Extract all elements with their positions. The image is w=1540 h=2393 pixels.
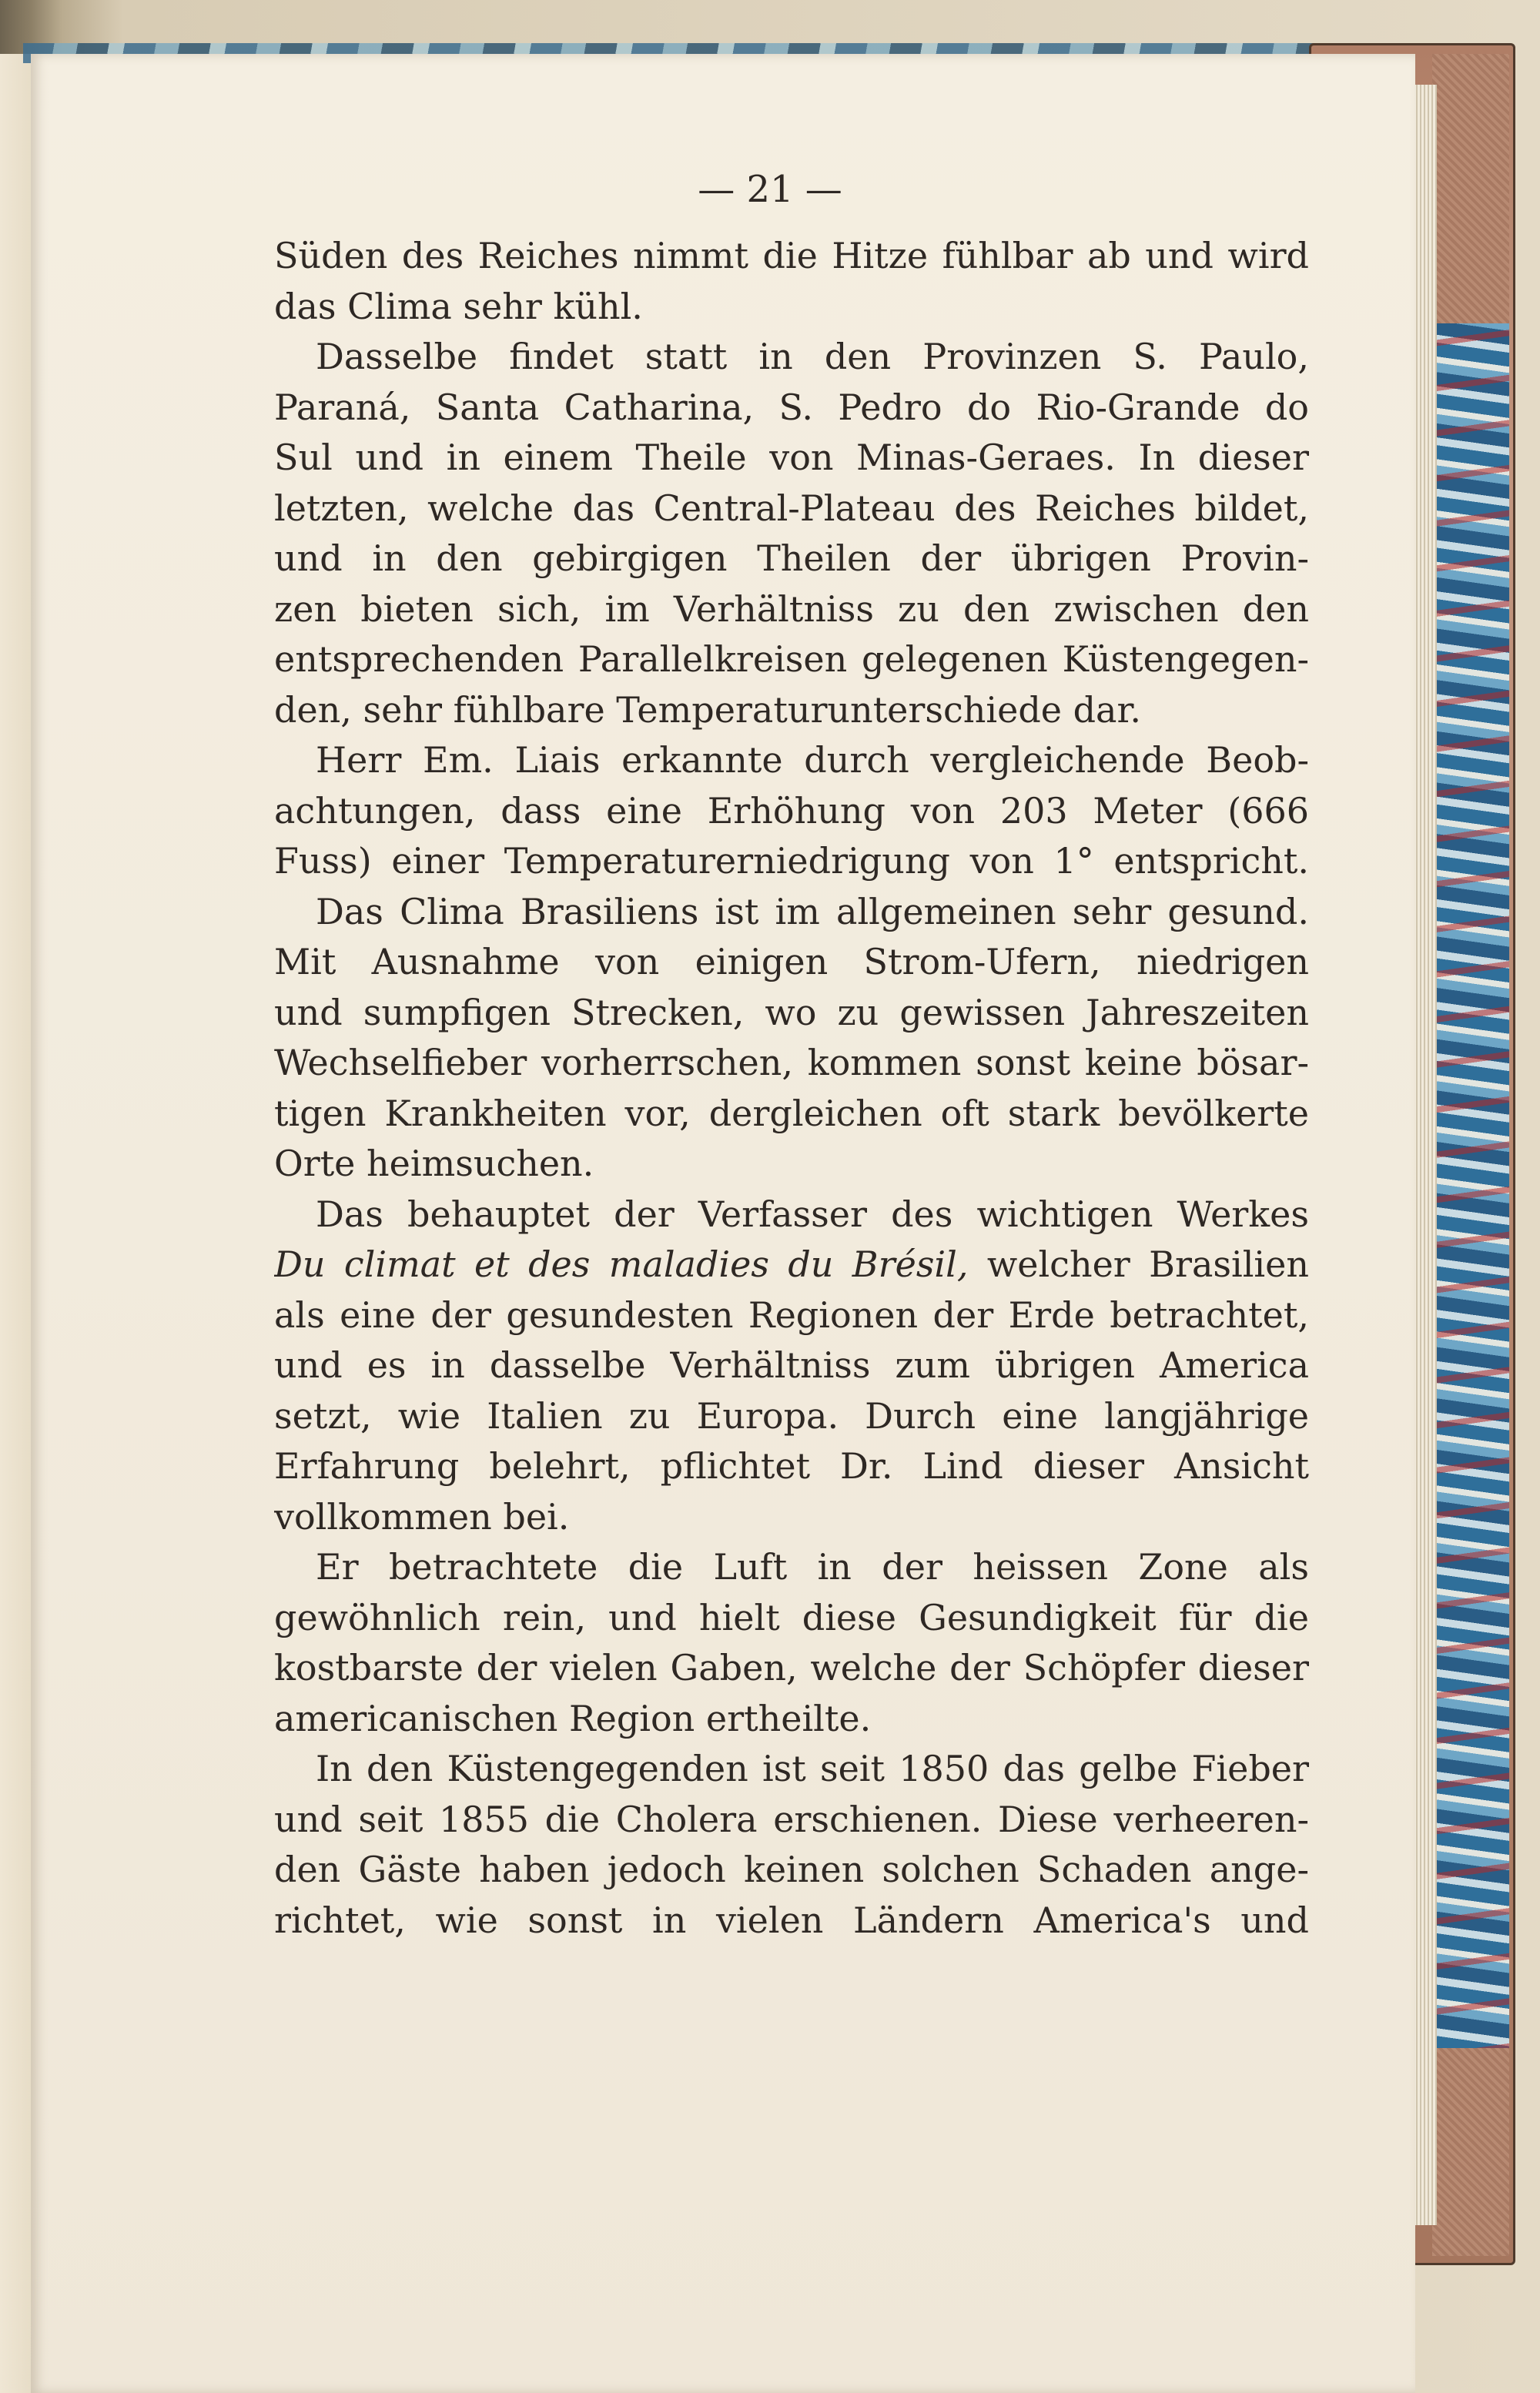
- line-text: und sumpfigen Strecken, wo zu gewissen Jahreszeiten: [274, 991, 1309, 1033]
- line-text: In den Küstengegenden ist seit 1850 das gelbe Fieber: [316, 1748, 1309, 1789]
- line-text: americanischen Region ertheilte.: [274, 1697, 872, 1739]
- line-text: Mit Ausnahme von einigen Strom-Ufern, niedrigen: [274, 941, 1309, 982]
- text-line: [274, 1290, 1309, 1341]
- line-text: gewöhnlich rein, und hielt diese Gesundigkeit für die: [274, 1596, 1309, 1638]
- text-line: [274, 1089, 1309, 1140]
- line-text: Orte heimsuchen.: [274, 1143, 594, 1184]
- line-text: richtet, wie sonst in vielen Ländern America's und: [274, 1899, 1309, 1941]
- text-line: [274, 1492, 1309, 1543]
- text-line: [274, 383, 1309, 433]
- line-text: das Clima sehr kühl.: [274, 285, 643, 327]
- text-line: [274, 584, 1309, 635]
- line-text: kostbarste der vielen Gaben, welche der Schöpfer dieser: [274, 1647, 1309, 1688]
- line-text: Herr Em. Liais erkannte durch vergleichende Beob-: [316, 739, 1309, 781]
- text-line: [274, 685, 1309, 736]
- line-text: zen bieten sich, im Verhältniss zu den zwischen den: [274, 587, 1309, 630]
- text-line: [274, 332, 1309, 383]
- line-text: Süden des Reiches nimmt die Hitze fühlbar ab und wird: [274, 235, 1309, 276]
- line-text: Er betrachtete die Luft in der heissen Zone als: [316, 1546, 1309, 1588]
- line-text: Dasselbe findet statt in den Provinzen S. Paulo,: [316, 336, 1309, 377]
- text-line: [274, 1441, 1309, 1492]
- text-line: [274, 1240, 1309, 1290]
- line-text: Erfahrung belehrt, pflichtet Dr. Lind dieser Ansicht: [274, 1445, 1309, 1487]
- line-text: und seit 1855 die Cholera erschienen. Diese verheeren-: [274, 1798, 1309, 1840]
- line-text: als eine der gesundesten Regionen der Erde betrachtet,: [274, 1294, 1309, 1336]
- marbled-fore-edge: [1432, 323, 1509, 2079]
- line-text: setzt, wie Italien zu Europa. Durch eine langjährige: [274, 1394, 1309, 1437]
- line-text: welcher Brasilien: [968, 1243, 1309, 1285]
- line-text: und es in dasselbe Verhältniss zum übrigen America: [274, 1344, 1309, 1386]
- text-line: [274, 534, 1309, 584]
- text-line: [274, 1896, 1309, 1946]
- text-line: [274, 1190, 1309, 1240]
- text-line: [274, 1139, 1309, 1190]
- text-line: [274, 1643, 1309, 1694]
- line-text: den, sehr fühlbare Temperaturunterschiede dar.: [274, 688, 1142, 731]
- text-line: [274, 282, 1309, 333]
- text-line: [274, 1038, 1309, 1089]
- line-text: tigen Krankheiten vor, dergleichen oft stark bevölkerte: [274, 1092, 1309, 1134]
- text-line: [274, 1744, 1309, 1795]
- text-line: [274, 786, 1309, 837]
- text-line: [274, 1593, 1309, 1644]
- line-text: achtungen, dass eine Erhöhung von 203 Meter (666: [274, 789, 1309, 832]
- italic-title: Du climat et des maladies du Brésil,: [274, 1243, 969, 1285]
- line-text: vollkommen bei.: [274, 1495, 570, 1538]
- body-text: [274, 231, 1309, 1946]
- line-text: Paraná, Santa Catharina, S. Pedro do Rio-Grande do: [274, 386, 1309, 428]
- text-line: [274, 634, 1309, 685]
- line-text: und in den gebirgigen Theilen der übrigen Provin-: [274, 537, 1309, 579]
- text-line: [274, 988, 1309, 1039]
- text-line: [274, 937, 1309, 988]
- line-text: entsprechenden Parallelkreisen gelegenen Küstengegen-: [274, 638, 1309, 680]
- page-number: — 21 —: [698, 168, 842, 211]
- text-line: [274, 1845, 1309, 1896]
- cover-cloth-bottom: [1432, 2048, 1509, 2256]
- line-text: Wechselfieber vorherrschen, kommen sonst keine bösar-: [274, 1042, 1309, 1083]
- text-line: [274, 1542, 1309, 1593]
- text-line: [274, 887, 1309, 938]
- text-line: [274, 1694, 1309, 1745]
- text-line: [274, 484, 1309, 534]
- line-text: Das Clima Brasiliens ist im allgemeinen sehr gesund.: [316, 890, 1309, 932]
- line-text: Das behauptet der Verfasser des wichtigen Werkes: [316, 1193, 1309, 1235]
- text-line: [274, 1340, 1309, 1391]
- line-text: letzten, welche das Central-Plateau des Reiches bildet,: [274, 487, 1309, 529]
- line-text: Sul und in einem Theile von Minas-Geraes. In dieser: [274, 437, 1309, 478]
- line-text: den Gäste haben jedoch keinen solchen Schaden ange-: [274, 1849, 1309, 1890]
- line-text: Fuss) einer Temperaturerniedrigung von 1° entspricht.: [274, 840, 1309, 882]
- text-line: [274, 1795, 1309, 1846]
- text-line: [274, 836, 1309, 887]
- text-line: [274, 1391, 1309, 1442]
- text-line: [274, 735, 1309, 786]
- text-line: [274, 231, 1309, 282]
- text-line: [274, 433, 1309, 484]
